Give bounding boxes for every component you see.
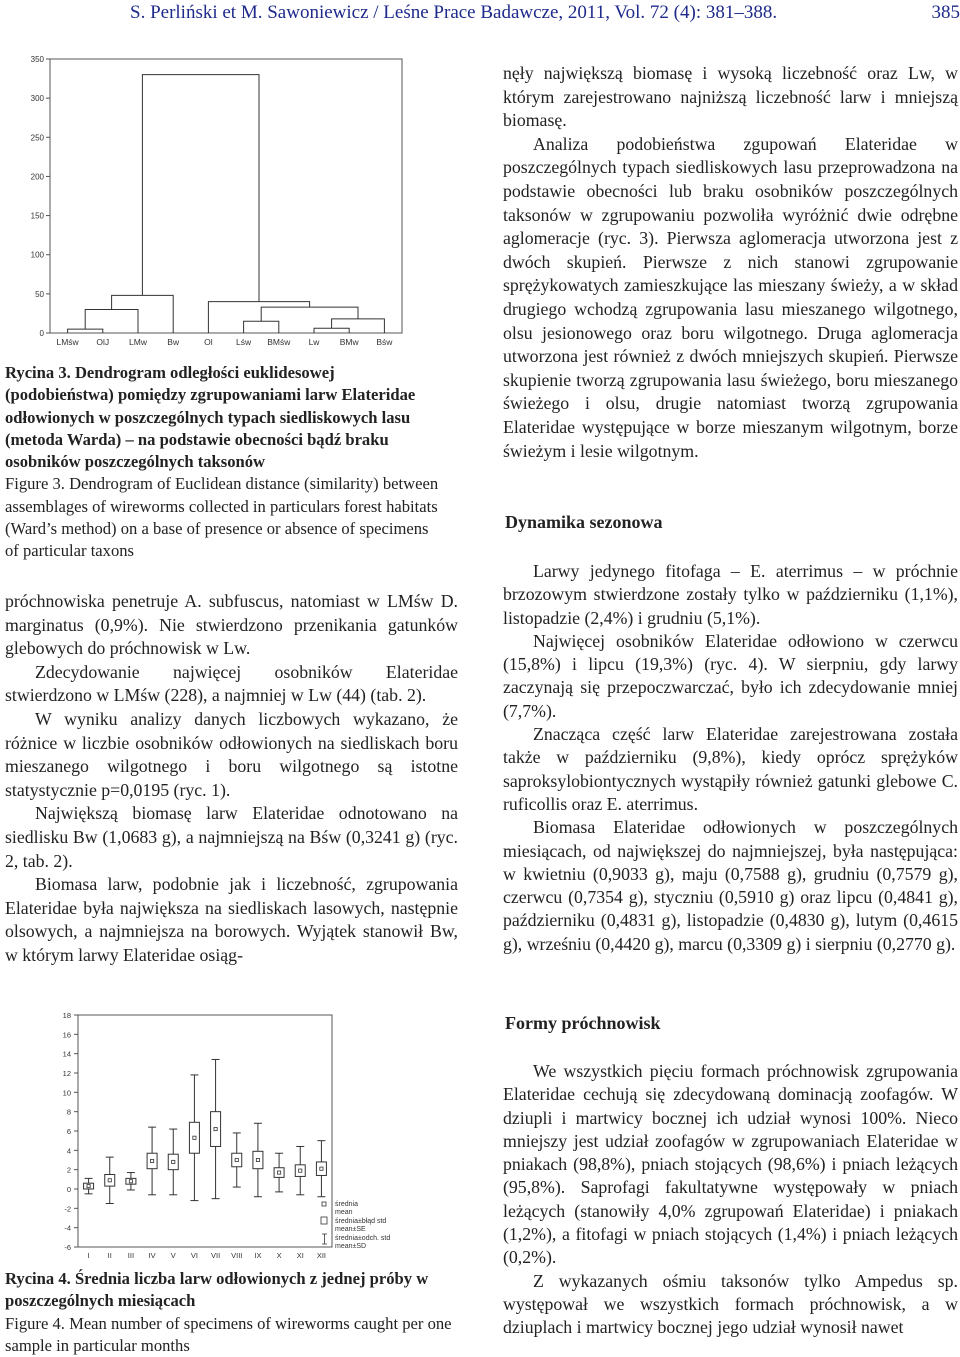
mean-marker — [214, 1127, 217, 1130]
page-number: 385 — [932, 2, 960, 24]
mean-marker — [129, 1180, 132, 1183]
mean-marker — [320, 1167, 323, 1170]
right-column-part-2 — [503, 560, 958, 956]
leaf-label: Lw — [309, 337, 321, 347]
mean-marker — [256, 1158, 259, 1161]
mean-marker — [193, 1136, 196, 1139]
legend-mean-pl: średnia — [335, 1201, 358, 1208]
figure-4-caption-en: Figure 4. Mean number of specimens of wireworms caught per one sample in particular months — [5, 1313, 455, 1357]
y-tick-label: 100 — [31, 251, 45, 260]
leaf-label: LMw — [129, 337, 148, 347]
y-tick-label: 8 — [67, 1108, 71, 1117]
journal-citation: S. Perliński et M. Sawoniewicz / Leśne Prace Badawcze, 2011, Vol. 72 (4): 381–388. — [130, 2, 777, 24]
y-tick-label: 250 — [31, 133, 45, 142]
right-paragraph: Larwy jedynego fitofaga – E. aterrimus – w próchnie brzozowym stwierdzone zostały tylko w październiku (1,1%), listopadzie (2,4%) i grudniu (5,1%). — [503, 560, 958, 630]
right-column-part-1 — [503, 62, 958, 463]
left-paragraph: próchnowiska penetruje A. subfuscus, natomiast w LMśw D. marginatus (0,9%). Nie stwierdzono przenikania gatunków glebowych do próchnowisk w Lw. — [5, 590, 458, 661]
y-tick-label: -2 — [64, 1204, 71, 1213]
right-paragraph: Z wykazanych ośmiu taksonów tylko Ampedus sp. występował we wszystkich formach próchnowisk, a w dziuplach i martwicy bocznej jego udział wynosił nawet — [503, 1270, 958, 1340]
y-tick-label: 6 — [67, 1127, 71, 1136]
right-paragraph: We wszystkich pięciu formach próchnowisk zgrupowania Elateridae cechują się zdecydowaną dominacją zoofagów. W dziupli i martwicy bocznej ich udział wynosi 100%. Nieco mniejszy jest udział zoofagów w zgrupowaniach Elateridae w pniakach (98,8%), pniach stojących (98,6%) i pniach leżących (95,8%). Saprofagi fakultatywne występowały w pniach leżących (stanowiły 4,0% zgrupowań Elateridae) i pniakach (1,2%), a fitofagi w pniach stojących (1,4%) i pniach leżących (0,2%). — [503, 1060, 958, 1270]
y-tick-label: 50 — [35, 290, 44, 299]
legend-sd-pl: średnia±odch. std — [335, 1235, 390, 1242]
mean-marker — [87, 1185, 90, 1188]
y-tick-label: 200 — [31, 172, 45, 181]
leaf-label: BMśw — [267, 337, 291, 347]
mean-marker — [299, 1169, 302, 1172]
x-tick-label: I — [88, 1251, 90, 1260]
y-tick-label: 4 — [67, 1146, 71, 1155]
y-tick-label: 18 — [63, 1011, 71, 1020]
figure-3-caption — [5, 362, 445, 563]
right-paragraph-cluster: Analiza podobieństwa zgupowań Elateridae w poszczególnych typach siedliskowych lasu przeprowadzona na podstawie obecności lub braku osobników poszczególnych taksonów w zgrupowaniu pozwoliła wyróżnić dwie odrębne aglomeracje (ryc. 3). Pierwsza aglomeracja utworzona jest z dwóch skupień. Pierwsze z nich stanowi zgrupowanie sprężykowatych zamieszkujące las mieszany świeży, a w skład drugiego wchodzą zgrupowania lasu mieszanego wilgotnego, olsu jesionowego oraz boru wilgotnego. Druga aglomeracja utworzona jest również z dwóch mniejszych skupień. Pierwsze skupienie tworzą zgrupowania lasu świeżego, boru mieszanego świeżego i olsu, drugie natomiast tworzą zgrupowania Elateridae występujące w borze mieszanym wilgotnym, borze świeżym i lesie wilgotnym. — [503, 133, 958, 463]
right-intro: nęły największą biomasę i wysoką liczebność oraz Lw, w którym zarejestrowano najniższą liczebność larw i mniejszą biomasę. — [503, 62, 958, 133]
leaf-label: Ol — [204, 337, 213, 347]
x-tick-label: XII — [317, 1251, 326, 1260]
legend-mean-icon — [322, 1202, 326, 1206]
x-tick-label: II — [108, 1251, 112, 1260]
y-tick-label: 16 — [63, 1030, 71, 1039]
y-tick-label: 0 — [40, 329, 45, 338]
y-tick-label: 0 — [67, 1185, 71, 1194]
leaf-label: BMw — [340, 337, 360, 347]
figure-4-caption — [5, 1268, 455, 1357]
y-tick-label: 2 — [67, 1166, 71, 1175]
y-tick-label: 300 — [31, 94, 45, 103]
right-column-part-3 — [503, 1060, 958, 1340]
mean-marker — [108, 1179, 111, 1182]
heading-decay-forms: Formy próchnowisk — [505, 1013, 661, 1034]
y-tick-label: 350 — [31, 55, 45, 64]
x-tick-label: XI — [297, 1251, 304, 1260]
x-tick-label: X — [277, 1251, 282, 1260]
x-tick-label: VI — [191, 1251, 198, 1260]
left-paragraph: Zdecydowanie najwięcej osobników Elateridae stwierdzono w LMśw (228), a najmniej w Lw (44) (tab. 2). — [5, 661, 458, 708]
left-paragraph: W wyniku analizy danych liczbowych wykazano, że różnice w liczbie osobników odłowionych na siedliskach boru mieszanego wilgotnego i boru wilgotnego są istotne statystycznie p=0,0195 (ryc. 1). — [5, 708, 458, 802]
left-column-text — [5, 590, 458, 968]
x-tick-label: III — [128, 1251, 134, 1260]
y-tick-label: 150 — [31, 212, 45, 221]
leaf-label: Bśw — [376, 337, 393, 347]
legend-se-icon — [321, 1217, 327, 1224]
leaf-label: Bw — [167, 337, 180, 347]
legend-sd-en: mean±SD — [335, 1243, 366, 1250]
mean-marker — [277, 1171, 280, 1174]
left-paragraph: Największą biomasę larw Elateridae odnotowano na siedlisku Bw (1,0683 g), a najmniejszą na Bśw (0,3241 g) (ryc. 2, tab. 2). — [5, 802, 458, 873]
legend-se-en: mean±SE — [335, 1226, 366, 1233]
figure-4-caption-pl: Rycina 4. Średnia liczba larw odłowionych z jednej próby w poszczególnych miesiącach — [5, 1268, 455, 1313]
right-paragraph: Znacząca część larw Elateridae zarejestrowana została także w październiku (9,8%), kiedy oprócz sprężyków saproksylobiontycznych wystąpiły również gatunki glebowe C. ruficollis oraz E. aterrimus. — [503, 723, 958, 816]
running-header — [130, 0, 960, 30]
y-tick-label: -6 — [64, 1243, 71, 1252]
mean-marker — [150, 1159, 153, 1162]
legend-mean-en: mean — [335, 1209, 353, 1216]
heading-seasonal-dynamics: Dynamika sezonowa — [505, 512, 663, 533]
figure-3-caption-en: Figure 3. Dendrogram of Euclidean distance (similarity) between assemblages of wireworms collected in particulars forest habitats (Ward’s method) on a base of presence or absence of specimens of particular taxons — [5, 473, 445, 562]
figure-3-caption-pl: Rycina 3. Dendrogram odległości euklidesowej (podobieństwa) pomiędzy zgrupowaniami larw Elateridae odłowionych w poszczególnych typach siedliskowych lasu (metoda Warda) – na podstawie obecności bądź braku osobników poszczególnych taksonów — [5, 362, 445, 473]
x-tick-label: IV — [149, 1251, 156, 1260]
figure-3-dendrogram — [20, 55, 410, 360]
x-tick-label: V — [171, 1251, 176, 1260]
plot-frame — [50, 59, 402, 333]
leaf-label: LMśw — [56, 337, 79, 347]
y-tick-label: 10 — [63, 1088, 71, 1097]
legend-se-pl: średnia±błąd std — [335, 1218, 386, 1225]
x-tick-label: IX — [254, 1251, 261, 1260]
right-paragraph: Najwięcej osobników Elateridae odłowiono w czerwcu (15,8%) i lipcu (19,3%) (ryc. 4). W sierpniu, gdy larwy zaczynają się przepoczwarczać, było ich zdecydowanie mniej (7,7%). — [503, 630, 958, 723]
figure-4-boxplot — [40, 1010, 420, 1260]
leaf-label: OlJ — [96, 337, 109, 347]
mean-marker — [172, 1160, 175, 1163]
mean-marker — [235, 1158, 238, 1161]
x-tick-label: VII — [211, 1251, 220, 1260]
y-tick-label: 14 — [63, 1050, 71, 1059]
leaf-label: Lśw — [236, 337, 252, 347]
left-paragraph: Biomasa larw, podobnie jak i liczebność, zgrupowania Elateridae była największa na siedliskach lasowych, następnie olsowych, a najmniejsza na borowych. Wyjątek stanowił Bw, w którym larwy Elateridae osiąg- — [5, 873, 458, 967]
plot-frame — [78, 1015, 332, 1247]
right-paragraph: Biomasa Elateridae odłowionych w poszczególnych miesiącach, od największej do najmniejszej, była następująca: w kwietniu (0,9033 g), maju (0,7588 g), grudniu (0,7579 g), czerwcu (0,7354 g), styczniu (0,5910 g) oraz lipcu (0,4841 g), październiku (0,4831 g), listopadzie (0,4830 g), lutym (0,4615 g), wrześniu (0,4420 g), marcu (0,3309 g) i sierpniu (0,2770 g). — [503, 816, 958, 956]
y-tick-label: 12 — [63, 1069, 71, 1078]
x-tick-label: VIII — [231, 1251, 242, 1260]
y-tick-label: -4 — [64, 1224, 71, 1233]
